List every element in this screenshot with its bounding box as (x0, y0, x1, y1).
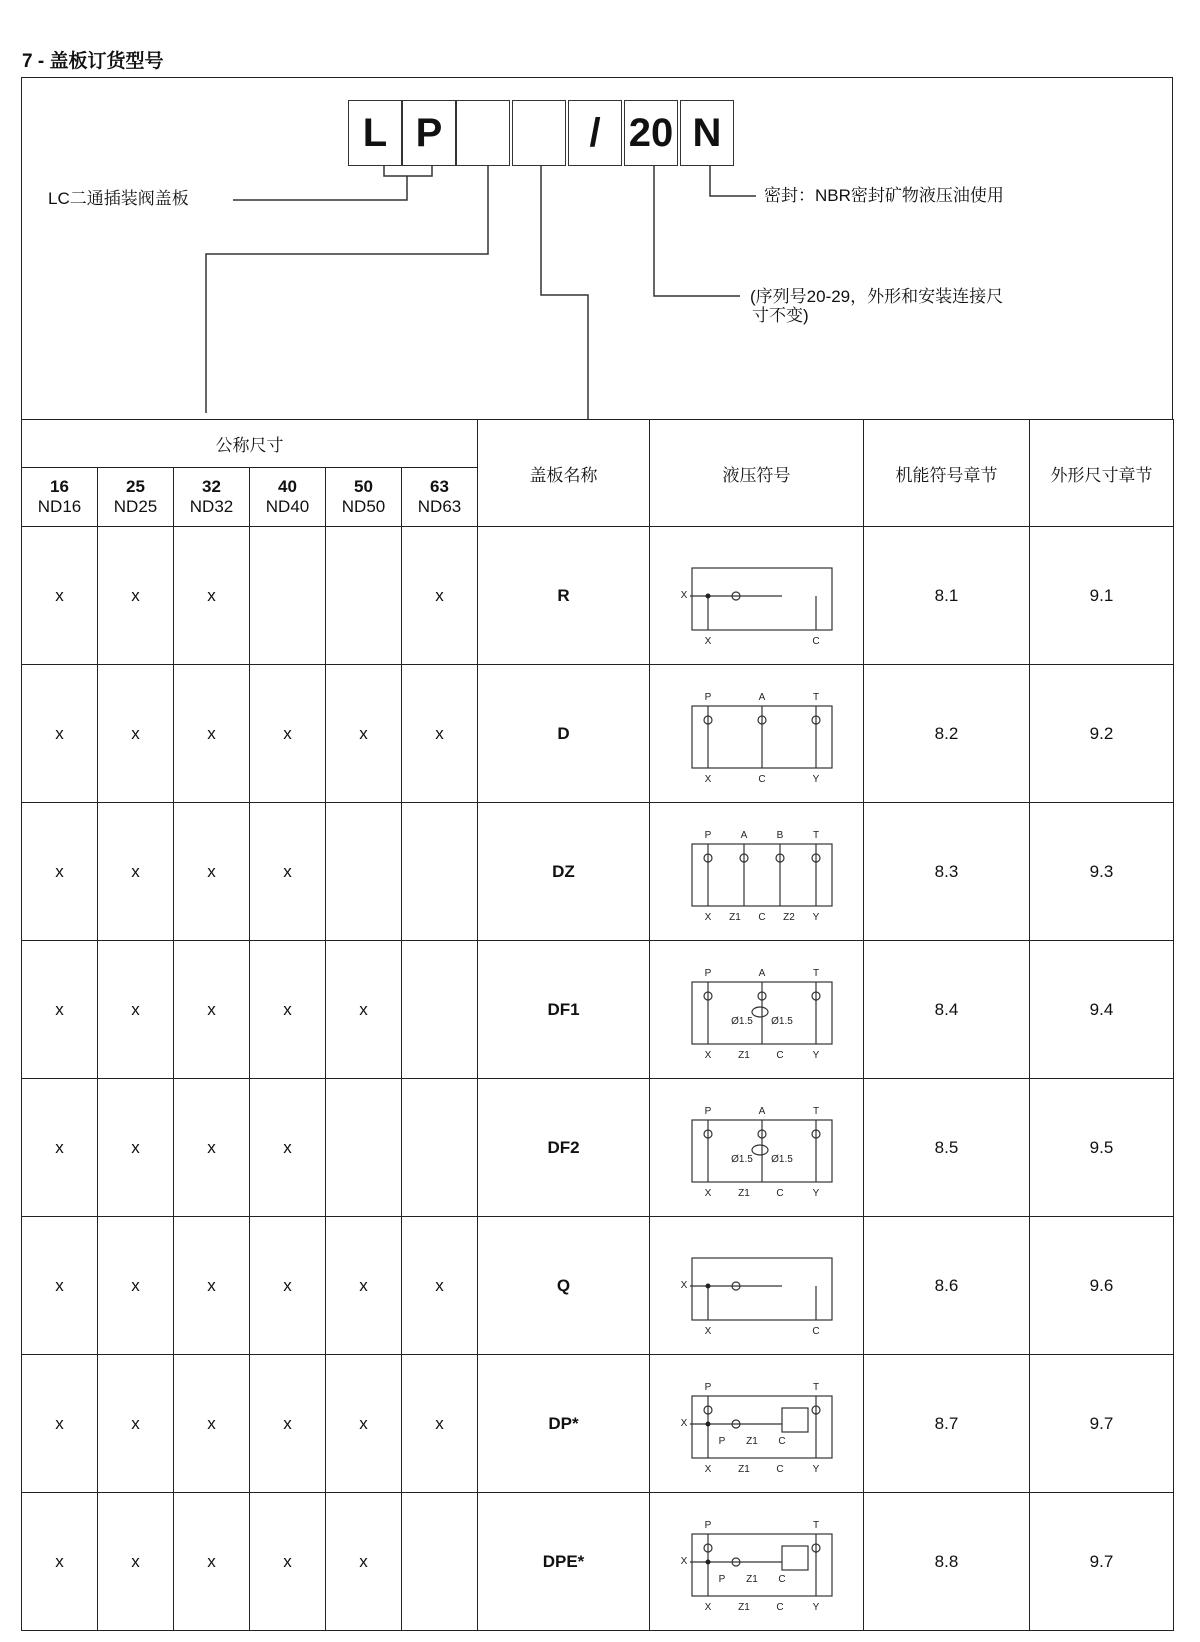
port-label-left: X (680, 1555, 687, 1567)
port-label-bottom: Z1 (728, 911, 741, 923)
size-number: 16 (50, 477, 69, 496)
port-label-top: B (776, 829, 783, 841)
cover-name-cell: Q (478, 1217, 650, 1355)
size-availability-cell: x (22, 665, 98, 803)
port-label-bottom: C (775, 1049, 784, 1061)
function-section-cell: 8.8 (864, 1493, 1030, 1631)
size-availability-cell: x (250, 803, 326, 941)
hydraulic-symbol-cell (650, 1493, 864, 1631)
table-row (22, 1217, 1174, 1355)
size-nd: ND16 (37, 497, 82, 516)
size-availability-cell (402, 1079, 478, 1217)
size-header-40 (250, 468, 326, 527)
port-label-bottom: C (811, 1325, 820, 1337)
shuttle-valve (752, 1007, 768, 1017)
size-availability-cell: x (250, 1355, 326, 1493)
port-label-bottom: C (775, 1463, 784, 1475)
cover-type-label: LC二通插装阀盖板 (48, 189, 189, 208)
symbol-block (692, 1534, 832, 1596)
size-availability-cell: x (98, 1217, 174, 1355)
port-label-top: T (812, 967, 819, 979)
function-section-cell: 8.7 (864, 1355, 1030, 1493)
port-label-top: P (704, 691, 711, 703)
port-label-bottom: C (775, 1187, 784, 1199)
code-box-7: N (680, 100, 734, 166)
size-availability-cell: x (174, 665, 250, 803)
port-label-bottom: X (704, 1325, 711, 1337)
port-label-bottom: Z1 (737, 1601, 750, 1613)
size-availability-cell (402, 941, 478, 1079)
table-row (22, 665, 1174, 803)
table-row (22, 1079, 1174, 1217)
hydraulic-symbol-cell (650, 527, 864, 665)
size-availability-cell: x (98, 1493, 174, 1631)
inner-label: Z1 (745, 1573, 758, 1585)
size-availability-cell: x (250, 941, 326, 1079)
size-availability-cell (326, 527, 402, 665)
dimension-section-cell: 9.7 (1030, 1355, 1174, 1493)
code-box-5: / (568, 100, 622, 166)
dimension-section-cell: 9.6 (1030, 1217, 1174, 1355)
port-label-bottom: Z1 (737, 1463, 750, 1475)
cover-name-cell: DF1 (478, 941, 650, 1079)
shuttle-valve (752, 1145, 768, 1155)
cover-name-cell: R (478, 527, 650, 665)
table-row (22, 941, 1174, 1079)
orifice-label: Ø1.5 (730, 1153, 753, 1165)
size-availability-cell: x (250, 1493, 326, 1631)
hydraulic-symbol-drawing (652, 1088, 862, 1208)
size-availability-cell: x (22, 1493, 98, 1631)
cover-name-cell: D (478, 665, 650, 803)
function-section-cell: 8.2 (864, 665, 1030, 803)
size-availability-cell: x (22, 941, 98, 1079)
size-availability-cell: x (402, 527, 478, 665)
size-availability-cell: x (250, 665, 326, 803)
table-row (22, 527, 1174, 665)
port-label-left: X (680, 589, 687, 601)
junction-dot (705, 1421, 710, 1426)
port-label-bottom: Z1 (737, 1049, 750, 1061)
size-availability-cell: x (174, 1493, 250, 1631)
port-label-bottom: X (704, 1463, 711, 1475)
dimension-section-cell: 9.3 (1030, 803, 1174, 941)
size-availability-cell: x (22, 1217, 98, 1355)
port-label-bottom: C (811, 635, 820, 647)
cover-name-cell: DF2 (478, 1079, 650, 1217)
size-availability-cell: x (326, 941, 402, 1079)
relief-valve (782, 1408, 808, 1432)
port-label-bottom: X (704, 773, 711, 785)
hydraulic-symbol-header: 液压符号 (650, 420, 864, 527)
hydraulic-symbol-cell (650, 1355, 864, 1493)
inner-label: C (777, 1435, 786, 1447)
symbol-block (692, 844, 832, 906)
port-label-bottom: Y (812, 1601, 819, 1613)
port-label-top: P (704, 1381, 711, 1393)
port-label-top: A (758, 967, 765, 979)
port-label-top: T (812, 1105, 819, 1117)
size-availability-cell: x (22, 1079, 98, 1217)
hydraulic-symbol-drawing (652, 950, 862, 1070)
port-label-top: P (704, 967, 711, 979)
size-nd: ND25 (113, 497, 158, 516)
size-availability-cell: x (98, 1079, 174, 1217)
size-availability-cell: x (402, 1355, 478, 1493)
size-header-16 (22, 468, 98, 527)
size-availability-cell: x (326, 1493, 402, 1631)
size-availability-cell (326, 803, 402, 941)
port-label-bottom: Z2 (782, 911, 795, 923)
cover-name-header: 盖板名称 (478, 420, 650, 527)
port-label-bottom: Y (812, 773, 819, 785)
size-number: 32 (202, 477, 221, 496)
size-availability-cell: x (326, 1217, 402, 1355)
size-availability-cell: x (22, 527, 98, 665)
nominal-size-header: 公称尺寸 (22, 420, 478, 468)
port-label-bottom: Y (812, 911, 819, 923)
relief-valve (782, 1546, 808, 1570)
dimension-section-cell: 9.5 (1030, 1079, 1174, 1217)
port-label-top: A (758, 1105, 765, 1117)
port-label-bottom: X (704, 1049, 711, 1061)
port-label-bottom: X (704, 1601, 711, 1613)
size-availability-cell: x (98, 803, 174, 941)
cover-name-cell: DZ (478, 803, 650, 941)
size-availability-cell: x (98, 527, 174, 665)
port-label-bottom: C (757, 911, 766, 923)
seal-label: 密封：NBR密封矿物液压油使用 (764, 186, 1004, 205)
symbol-block (692, 568, 832, 630)
hydraulic-symbol-drawing (652, 674, 862, 794)
hydraulic-symbol-cell (650, 941, 864, 1079)
code-box-6: 20 (624, 100, 678, 166)
cover-name-cell: DPE* (478, 1493, 650, 1631)
port-label-bottom: Y (812, 1049, 819, 1061)
size-availability-cell: x (98, 665, 174, 803)
size-availability-cell: x (402, 1217, 478, 1355)
port-label-bottom: Z1 (737, 1187, 750, 1199)
function-section-cell: 8.1 (864, 527, 1030, 665)
function-section-cell: 8.3 (864, 803, 1030, 941)
size-availability-cell: x (98, 1355, 174, 1493)
port-label-top: A (740, 829, 747, 841)
junction-dot (705, 1283, 710, 1288)
symbol-block (692, 1258, 832, 1320)
hydraulic-symbol-drawing (652, 1502, 862, 1622)
hydraulic-symbol-drawing (652, 536, 862, 656)
size-availability-cell: x (174, 803, 250, 941)
inner-label: C (777, 1573, 786, 1585)
port-label-top: A (758, 691, 765, 703)
port-label-top: P (704, 1105, 711, 1117)
size-nd: ND32 (189, 497, 234, 516)
orifice-label: Ø1.5 (770, 1015, 793, 1027)
size-availability-cell (402, 803, 478, 941)
size-availability-cell (402, 1493, 478, 1631)
size-number: 40 (278, 477, 297, 496)
cover-spec-table (21, 419, 1174, 1631)
function-section-cell: 8.4 (864, 941, 1030, 1079)
function-section-cell: 8.6 (864, 1217, 1030, 1355)
dimension-section-cell: 9.4 (1030, 941, 1174, 1079)
hydraulic-symbol-cell (650, 803, 864, 941)
size-availability-cell: x (250, 1217, 326, 1355)
port-label-left: X (680, 1417, 687, 1429)
table-row (22, 803, 1174, 941)
size-header-63 (402, 468, 478, 527)
size-availability-cell: x (174, 1079, 250, 1217)
code-box-1: L (348, 100, 402, 166)
orifice-label: Ø1.5 (770, 1153, 793, 1165)
size-header-25 (98, 468, 174, 527)
hydraulic-symbol-drawing (652, 1226, 862, 1346)
dimension-section-cell: 9.7 (1030, 1493, 1174, 1631)
junction-dot (705, 1559, 710, 1564)
size-number: 63 (430, 477, 449, 496)
size-availability-cell: x (174, 1355, 250, 1493)
table-row (22, 1493, 1174, 1631)
port-label-top: T (812, 829, 819, 841)
port-label-top: T (812, 1519, 819, 1531)
size-availability-cell: x (250, 1079, 326, 1217)
series-label-line1: (序列号20-29，外形和安装连接尺 (750, 287, 1004, 306)
port-label-top: P (704, 1519, 711, 1531)
inner-label: P (718, 1435, 725, 1447)
dimension-section-cell: 9.1 (1030, 527, 1174, 665)
hydraulic-symbol-drawing (652, 812, 862, 932)
series-label-line2: 寸不变) (752, 306, 809, 325)
port-label-bottom: C (775, 1601, 784, 1613)
port-label-top: T (812, 1381, 819, 1393)
size-header-32 (174, 468, 250, 527)
size-header-50 (326, 468, 402, 527)
hydraulic-symbol-cell (650, 1079, 864, 1217)
symbol-block (692, 1396, 832, 1458)
port-label-bottom: Y (812, 1187, 819, 1199)
hydraulic-symbol-drawing (652, 1364, 862, 1484)
size-number: 50 (354, 477, 373, 496)
size-availability-cell (326, 1079, 402, 1217)
port-label-bottom: Y (812, 1463, 819, 1475)
port-label-bottom: X (704, 1187, 711, 1199)
port-label-left: X (680, 1279, 687, 1291)
inner-label: P (718, 1573, 725, 1585)
orifice-label: Ø1.5 (730, 1015, 753, 1027)
size-availability-cell: x (326, 665, 402, 803)
size-availability-cell: x (326, 1355, 402, 1493)
size-nd: ND40 (265, 497, 310, 516)
port-label-bottom: C (757, 773, 766, 785)
code-box-2: P (402, 100, 456, 166)
function-section-cell: 8.5 (864, 1079, 1030, 1217)
hydraulic-symbol-cell (650, 1217, 864, 1355)
size-availability-cell (250, 527, 326, 665)
page-title: 7 - 盖板订货型号 (22, 51, 164, 72)
dimension-section-header: 外形尺寸章节 (1030, 420, 1174, 527)
size-availability-cell: x (174, 1217, 250, 1355)
leader-lines (0, 0, 1200, 430)
dimension-section-cell: 9.2 (1030, 665, 1174, 803)
size-availability-cell: x (174, 527, 250, 665)
port-label-bottom: X (704, 911, 711, 923)
function-section-header: 机能符号章节 (864, 420, 1030, 527)
port-label-bottom: X (704, 635, 711, 647)
size-availability-cell: x (402, 665, 478, 803)
size-availability-cell: x (98, 941, 174, 1079)
port-label-top: T (812, 691, 819, 703)
cover-name-cell: DP* (478, 1355, 650, 1493)
size-availability-cell: x (174, 941, 250, 1079)
size-nd: ND63 (417, 497, 462, 516)
hydraulic-symbol-cell (650, 665, 864, 803)
junction-dot (705, 593, 710, 598)
table-row (22, 1355, 1174, 1493)
inner-label: Z1 (745, 1435, 758, 1447)
port-label-top: P (704, 829, 711, 841)
size-availability-cell: x (22, 1355, 98, 1493)
size-nd: ND50 (341, 497, 386, 516)
size-number: 25 (126, 477, 145, 496)
size-availability-cell: x (22, 803, 98, 941)
